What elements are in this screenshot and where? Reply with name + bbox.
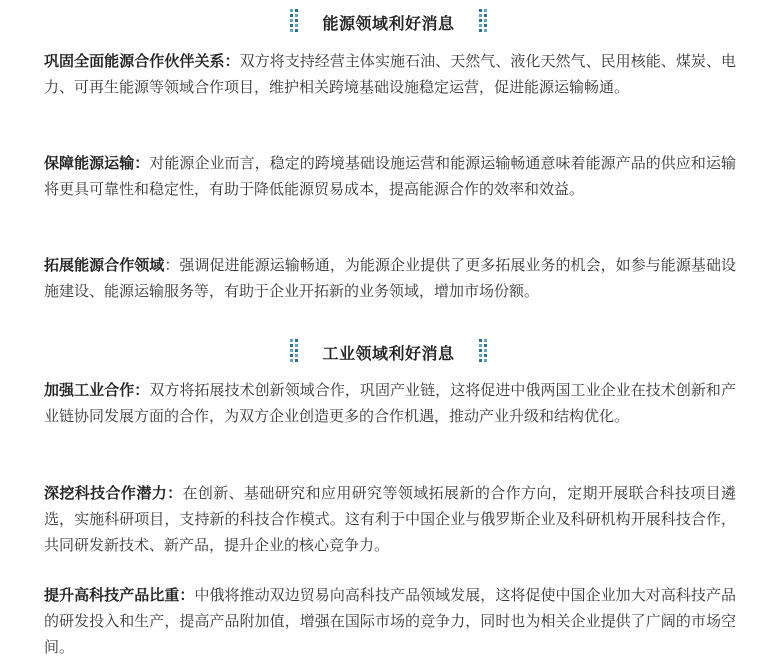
paragraph-lead: 深挖科技合作潜力： [44, 484, 183, 502]
paragraph-energy-transport [44, 150, 736, 202]
paragraph-text: ：强调促进能源运输畅通，为能源企业提供了更多拓展业务的机会，如参与能源基础设施建设、能源运输服务等，有助于企业开拓新的业务领域，增加市场份额。 [44, 256, 736, 300]
dotted-divider-icon [290, 9, 298, 35]
section-title: 工业领域利好消息 [322, 343, 455, 363]
section-header-industry [0, 338, 777, 366]
paragraph-hightech-share [44, 582, 736, 660]
paragraph-energy-partnership [44, 48, 736, 100]
paragraph-lead: 加强工业合作： [44, 381, 150, 399]
paragraph-lead: 提升高科技产品比重： [44, 586, 195, 604]
paragraph-lead: 巩固全面能源合作伙伴关系： [44, 52, 240, 70]
section-header-energy [0, 8, 777, 36]
paragraph-text: 在创新、基础研究和应用研究等领域拓展新的合作方向，定期开展联合科技项目遴选，实施科研项目，支持新的科技合作模式。这有利于中国企业与俄罗斯企业及科研机构开展科技合作，共同研发新技术、新产品，提升企业的核心竞争力。 [44, 484, 736, 554]
paragraph-lead: 保障能源运输： [44, 154, 150, 172]
paragraph-lead: 拓展能源合作领域 [44, 256, 165, 274]
section-title: 能源领域利好消息 [322, 13, 455, 33]
paragraph-tech-cooperation [44, 480, 736, 558]
dotted-divider-icon [290, 339, 298, 365]
paragraph-text: 对能源企业而言，稳定的跨境基础设施运营和能源运输畅通意味着能源产品的供应和运输将更具可靠性和稳定性，有助于降低能源贸易成本，提高能源合作的效率和效益。 [44, 154, 736, 198]
paragraph-text: 中俄将推动双边贸易向高科技产品领域发展，这将促使中国企业加大对高科技产品的研发投入和生产，提高产品附加值，增强在国际市场的竞争力，同时也为相关企业提供了广阔的市场空间。 [44, 586, 736, 656]
paragraph-text: 双方将拓展技术创新领域合作，巩固产业链，这将促进中俄两国工业企业在技术创新和产业链协同发展方面的合作，为双方企业创造更多的合作机遇，推动产业升级和结构优化。 [44, 381, 736, 425]
dotted-divider-icon [479, 339, 487, 365]
paragraph-text: 双方将支持经营主体实施石油、天然气、液化天然气、民用核能、煤炭、电力、可再生能源等领域合作项目，维护相关跨境基础设施稳定运营，促进能源运输畅通。 [44, 52, 736, 96]
paragraph-industry-cooperation [44, 377, 736, 429]
dotted-divider-icon [479, 9, 487, 35]
paragraph-energy-expansion [44, 252, 736, 304]
